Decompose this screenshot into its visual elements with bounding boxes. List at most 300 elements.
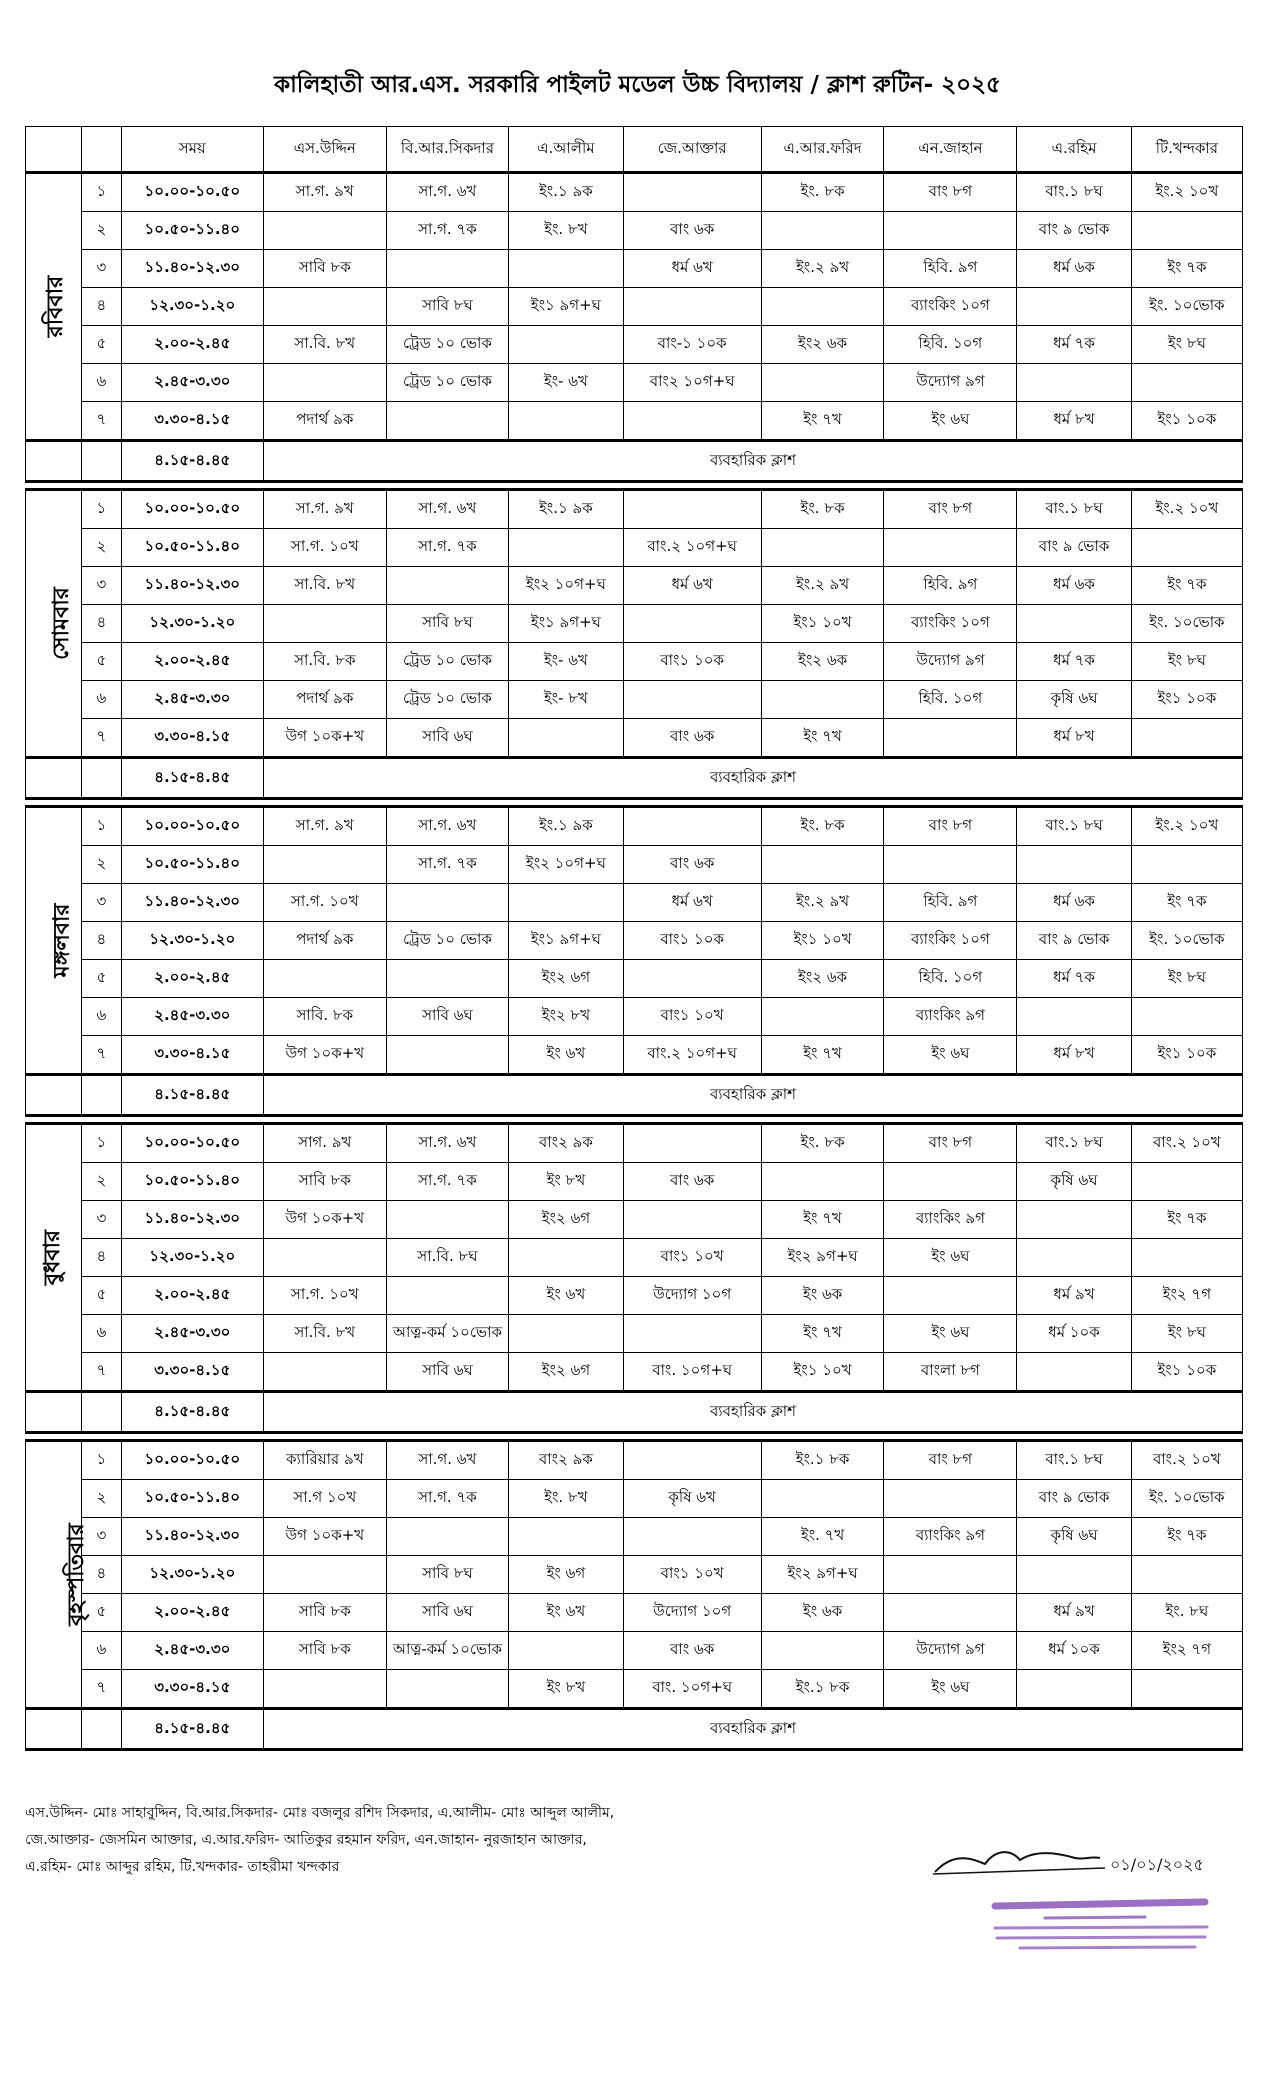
class-cell: ধর্ম ৬খ [623, 567, 761, 605]
day-block [26, 1124, 1243, 1392]
class-cell [1017, 1353, 1131, 1392]
class-cell: উগ ১০ক+খ [263, 1518, 386, 1556]
class-cell [623, 605, 761, 643]
period-time: ২.৪৫-৩.৩০ [121, 364, 263, 402]
class-cell: হিবি. ১০গ [884, 681, 1017, 719]
period-row [26, 719, 1243, 758]
class-cell [386, 960, 509, 998]
period-time: ১০.৫০-১১.৪০ [121, 846, 263, 884]
class-cell: সা.গ. ৬খ [386, 490, 509, 529]
class-cell: সা.গ. ৬খ [386, 1124, 509, 1163]
class-cell: বাং২ ৯ক [509, 1124, 623, 1163]
class-cell [263, 1670, 386, 1709]
period-row [26, 364, 1243, 402]
class-cell: ধর্ম ৮খ [1017, 1036, 1131, 1075]
period-row [26, 567, 1243, 605]
class-cell: বাং-১ ১০ক [623, 326, 761, 364]
empty-cell [26, 1075, 82, 1116]
class-cell [623, 807, 761, 846]
period-row [26, 1441, 1243, 1480]
class-cell [386, 1518, 509, 1556]
class-cell [623, 1315, 761, 1353]
day-name [26, 490, 82, 758]
period-number: ৭ [82, 1670, 121, 1709]
column-header: এ.আর.ফরিদ [761, 127, 884, 173]
period-time: ১২.৩০-১.২০ [121, 1239, 263, 1277]
class-cell: বাং১ ১০খ [623, 1239, 761, 1277]
class-cell: ইং১ ১০ক [1131, 681, 1242, 719]
period-time: ১০.০০-১০.৫০ [121, 490, 263, 529]
class-cell: ধর্ম ৬ক [1017, 884, 1131, 922]
header-row [26, 127, 1243, 173]
period-number: ৬ [82, 1315, 121, 1353]
class-cell [761, 364, 884, 402]
period-time: ২.০০-২.৪৫ [121, 643, 263, 681]
class-cell: ইং ৬খ [509, 1594, 623, 1632]
class-cell: ইং ৬ঘ [884, 402, 1017, 441]
class-cell [623, 288, 761, 326]
class-cell: সা.গ. ১০খ [263, 884, 386, 922]
period-row [26, 1353, 1243, 1392]
spacer-cell [26, 482, 1243, 490]
class-cell [1017, 998, 1131, 1036]
class-cell [263, 1353, 386, 1392]
period-time: ১০.৫০-১১.৪০ [121, 529, 263, 567]
period-number: ১ [82, 173, 121, 212]
practical-class-label: ব্যবহারিক ক্লাশ [263, 758, 1242, 799]
class-cell [1131, 998, 1242, 1036]
class-cell [509, 1518, 623, 1556]
period-time: ৩.৩০-৪.১৫ [121, 1036, 263, 1075]
class-cell: ইং ৬ক [761, 1277, 884, 1315]
class-cell: ইং. ১০ভোক [1131, 288, 1242, 326]
class-cell: ইং.২ ৯খ [761, 250, 884, 288]
class-cell [623, 402, 761, 441]
period-row [26, 605, 1243, 643]
class-cell: ইং ৭খ [761, 402, 884, 441]
period-number: ২ [82, 529, 121, 567]
class-cell: সা.গ. ৯খ [263, 490, 386, 529]
class-cell: ইং২ ৯গ+ঘ [761, 1239, 884, 1277]
class-cell: সাবি ৮ক [263, 1163, 386, 1201]
class-cell [509, 1632, 623, 1670]
class-cell: ইং ৭খ [761, 1201, 884, 1239]
class-cell: কৃষি ৬ঘ [1017, 1163, 1131, 1201]
class-cell: বাং২ ৯ক [509, 1441, 623, 1480]
period-time: ৩.৩০-৪.১৫ [121, 1353, 263, 1392]
class-cell [761, 1163, 884, 1201]
spacer-row [26, 1433, 1243, 1441]
class-cell: পদার্থ ৯ক [263, 402, 386, 441]
class-cell [1131, 1239, 1242, 1277]
period-row [26, 960, 1243, 998]
empty-cell [26, 1709, 82, 1750]
period-row [26, 402, 1243, 441]
empty-cell [82, 1392, 121, 1433]
class-cell: ইং- ৬খ [509, 643, 623, 681]
class-cell: ইং.১ ৯ক [509, 173, 623, 212]
class-cell [884, 1594, 1017, 1632]
class-cell: সা.বি. ৮ঘ [386, 1239, 509, 1277]
class-cell: ইং. ১০ভোক [1131, 605, 1242, 643]
break-time: ৪.১৫-৪.৪৫ [121, 1709, 263, 1750]
class-cell: সাবি ৮ক [263, 1594, 386, 1632]
day-name-label: রবিবার [43, 275, 69, 338]
class-cell [1131, 212, 1242, 250]
period-row [26, 326, 1243, 364]
empty-cell [82, 441, 121, 482]
class-cell [509, 529, 623, 567]
class-cell: কৃষি ৬ঘ [1017, 1518, 1131, 1556]
class-cell [623, 1441, 761, 1480]
class-cell: ইং. ৮ক [761, 173, 884, 212]
class-cell: বাং ৬ক [623, 212, 761, 250]
class-cell: পদার্থ ৯ক [263, 681, 386, 719]
class-cell: ইং.২ ১০খ [1131, 173, 1242, 212]
class-cell [623, 490, 761, 529]
class-cell: ইং১ ৯গ+ঘ [509, 288, 623, 326]
class-cell: উগ ১০ক+খ [263, 1036, 386, 1075]
class-cell: হিবি. ৯গ [884, 884, 1017, 922]
class-cell [1017, 605, 1131, 643]
class-cell: ধর্ম ৬ক [1017, 567, 1131, 605]
period-row [26, 1239, 1243, 1277]
class-cell [263, 1239, 386, 1277]
legend-line: এ.রহিম- মোঃ আব্দুর রহিম, টি.খন্দকার- তাহরীমা খন্দকার [25, 1859, 340, 1875]
class-cell [509, 719, 623, 758]
class-cell [263, 960, 386, 998]
class-cell [884, 1277, 1017, 1315]
period-row [26, 643, 1243, 681]
period-number: ৭ [82, 1353, 121, 1392]
break-time: ৪.১৫-৪.৪৫ [121, 1392, 263, 1433]
class-cell: সা.গ. ১০খ [263, 529, 386, 567]
period-number: ৭ [82, 1036, 121, 1075]
class-cell: বাং ৯ ভোক [1017, 922, 1131, 960]
class-cell: ব্যাংকিং ৯গ [884, 1518, 1017, 1556]
class-cell: ইং. ৭খ [761, 1518, 884, 1556]
day-name [26, 173, 82, 441]
class-cell: সা.বি. ৮খ [263, 1315, 386, 1353]
class-cell: ইং২ ৬ক [761, 643, 884, 681]
class-cell: ইং ৭খ [761, 1036, 884, 1075]
empty-cell [82, 1075, 121, 1116]
class-cell: ইং. ৮খ [509, 212, 623, 250]
class-cell [509, 326, 623, 364]
class-cell: ইং.১ ৮ক [761, 1670, 884, 1709]
class-cell: সা.গ. ৯খ [263, 173, 386, 212]
class-cell: ইং ৬গ [509, 1556, 623, 1594]
class-cell: উদ্যোগ ৯গ [884, 1632, 1017, 1670]
class-cell: ইং১ ১০খ [761, 1353, 884, 1392]
class-cell: ইং ৭খ [761, 1315, 884, 1353]
class-cell: ইং২ ৭গ [1131, 1632, 1242, 1670]
class-cell [1017, 846, 1131, 884]
period-time: ২.০০-২.৪৫ [121, 1277, 263, 1315]
class-cell: বাং ৬ক [623, 1163, 761, 1201]
column-header [82, 127, 121, 173]
class-cell [509, 402, 623, 441]
period-time: ১০.৫০-১১.৪০ [121, 1480, 263, 1518]
day-block [26, 490, 1243, 758]
class-cell: সা.গ. ৭ক [386, 212, 509, 250]
class-cell: বাং ৮গ [884, 1124, 1017, 1163]
spacer-row [26, 482, 1243, 490]
day-block [26, 1441, 1243, 1709]
class-cell: বাং.১ ৮ঘ [1017, 807, 1131, 846]
day-name-label: বৃহস্পতিবার [63, 1523, 89, 1626]
period-time: ১০.০০-১০.৫০ [121, 1124, 263, 1163]
class-cell: ইং ৭ক [1131, 1201, 1242, 1239]
class-cell [761, 998, 884, 1036]
legend-line: জে.আক্তার- জেসমিন আক্তার, এ.আর.ফরিদ- আতিকুর রহমান ফরিদ, এন.জাহান- নুরজাহান আক্তার, [25, 1832, 587, 1848]
class-cell [884, 529, 1017, 567]
day-name-label: সোমবার [48, 587, 74, 660]
column-header [26, 127, 82, 173]
period-row [26, 922, 1243, 960]
class-cell: ধর্ম ৭ক [1017, 326, 1131, 364]
period-number: ৬ [82, 364, 121, 402]
class-cell: ট্রেড ১০ ভোক [386, 364, 509, 402]
period-time: ২.০০-২.৪৫ [121, 1594, 263, 1632]
period-number: ৭ [82, 402, 121, 441]
class-cell: ট্রেড ১০ ভোক [386, 326, 509, 364]
period-number: ৬ [82, 998, 121, 1036]
class-cell [884, 1163, 1017, 1201]
practical-class-row [26, 1392, 1243, 1433]
class-cell: ইং ৮খ [509, 1163, 623, 1201]
class-cell: ইং.১ ৯ক [509, 807, 623, 846]
break-time: ৪.১৫-৪.৪৫ [121, 758, 263, 799]
class-cell: সাবি ৬ঘ [386, 1353, 509, 1392]
period-row [26, 1277, 1243, 1315]
class-cell: ব্যাংকিং ১০গ [884, 288, 1017, 326]
period-time: ৩.৩০-৪.১৫ [121, 402, 263, 441]
period-number: ৩ [82, 884, 121, 922]
break-time: ৪.১৫-৪.৪৫ [121, 441, 263, 482]
class-cell: ইং ৬খ [509, 1277, 623, 1315]
class-cell: বাং১ ১০খ [623, 1556, 761, 1594]
class-cell: বাং.১ ৮ঘ [1017, 490, 1131, 529]
period-row [26, 884, 1243, 922]
class-cell: ধর্ম ৮খ [1017, 402, 1131, 441]
class-cell: সা.গ. ১০খ [263, 1277, 386, 1315]
signature-stamp [925, 1830, 1225, 1970]
period-time: ১০.০০-১০.৫০ [121, 173, 263, 212]
class-cell [386, 1036, 509, 1075]
class-cell [263, 288, 386, 326]
class-cell: বাং ৯ ভোক [1017, 529, 1131, 567]
period-time: ১০.৫০-১১.৪০ [121, 1163, 263, 1201]
class-cell: হিবি. ১০গ [884, 960, 1017, 998]
class-cell: সা.গ. ৯খ [263, 807, 386, 846]
class-cell [623, 1201, 761, 1239]
class-cell: সা.গ. ৭ক [386, 1480, 509, 1518]
class-cell [761, 212, 884, 250]
class-cell: বাং.১ ৮ঘ [1017, 1441, 1131, 1480]
class-cell: ধর্ম ৬খ [623, 250, 761, 288]
class-cell: ইং.২ ১০খ [1131, 807, 1242, 846]
practical-class-row [26, 441, 1243, 482]
class-cell: সা.গ. ৬খ [386, 807, 509, 846]
class-cell: ইং.১ ৯ক [509, 490, 623, 529]
class-cell: ইং২ ১০গ+ঘ [509, 846, 623, 884]
class-cell: ইং ৮ঘ [1131, 643, 1242, 681]
period-row [26, 1594, 1243, 1632]
class-cell: ইং২ ৯গ+ঘ [761, 1556, 884, 1594]
class-cell: বাং. ১০গ+ঘ [623, 1353, 761, 1392]
period-number: ৭ [82, 719, 121, 758]
column-header: জে.আক্তার [623, 127, 761, 173]
class-cell: সা.বি. ৮খ [263, 326, 386, 364]
class-cell: সা.গ. ৭ক [386, 1163, 509, 1201]
class-cell: ইং ৬ঘ [884, 1670, 1017, 1709]
class-cell: কৃষি ৬খ [623, 1480, 761, 1518]
class-cell: ব্যাংকিং ১০গ [884, 922, 1017, 960]
class-cell: ইং.২ ৯খ [761, 567, 884, 605]
class-cell: সাবি ৮ঘ [386, 1556, 509, 1594]
class-cell [386, 1277, 509, 1315]
period-time: ১১.৪০-১২.৩০ [121, 1518, 263, 1556]
class-cell [1017, 1670, 1131, 1709]
period-row [26, 212, 1243, 250]
day-name [26, 807, 82, 1075]
class-cell: বাং২ ১০গ+ঘ [623, 364, 761, 402]
class-cell: ইং. ৮ক [761, 490, 884, 529]
teacher-legend [25, 1800, 885, 1881]
period-row [26, 1036, 1243, 1075]
period-number: ৩ [82, 1201, 121, 1239]
period-number: ৫ [82, 643, 121, 681]
class-cell: ইং১ ৯গ+ঘ [509, 922, 623, 960]
period-time: ২.৪৫-৩.৩০ [121, 1315, 263, 1353]
class-cell: ইং.২ ৯খ [761, 884, 884, 922]
class-cell: সা.গ. ৭ক [386, 846, 509, 884]
class-cell: ইং. ৮ক [761, 1124, 884, 1163]
class-cell: ইং২ ৮খ [509, 998, 623, 1036]
class-cell [623, 1124, 761, 1163]
class-cell: বাং ৮গ [884, 490, 1017, 529]
period-number: ৪ [82, 922, 121, 960]
class-cell: সা.গ. ৬খ [386, 173, 509, 212]
spacer-cell [26, 1433, 1243, 1441]
period-number: ৫ [82, 1594, 121, 1632]
class-cell [623, 681, 761, 719]
class-cell: ইং. ১০ভোক [1131, 1480, 1242, 1518]
class-cell: ইং২ ১০গ+ঘ [509, 567, 623, 605]
period-number: ২ [82, 212, 121, 250]
class-cell [386, 1670, 509, 1709]
class-cell [884, 1480, 1017, 1518]
class-cell: উদ্যোগ ১০গ [623, 1594, 761, 1632]
class-cell: আত্ন-কর্ম ১০ভোক [386, 1315, 509, 1353]
period-number: ৪ [82, 1556, 121, 1594]
period-number: ১ [82, 490, 121, 529]
day-name-label: বুধবার [40, 1229, 66, 1286]
class-cell: বাং১ ১০ক [623, 643, 761, 681]
period-row [26, 173, 1243, 212]
class-cell: বাং ৬ক [623, 1632, 761, 1670]
signature-date: ০১/০১/২০২৫ [1110, 1855, 1204, 1874]
class-cell [1017, 1239, 1131, 1277]
class-cell [623, 1518, 761, 1556]
class-cell: ইং১ ১০ক [1131, 1036, 1242, 1075]
class-cell: ইং- ৬খ [509, 364, 623, 402]
class-cell: ইং২ ৬ক [761, 326, 884, 364]
class-cell: উদ্যোগ ৯গ [884, 643, 1017, 681]
period-row [26, 1632, 1243, 1670]
class-cell: ইং ৮ঘ [1131, 960, 1242, 998]
class-cell [1131, 1556, 1242, 1594]
class-cell: ক্যারিয়ার ৯খ [263, 1441, 386, 1480]
class-cell: ইং ৬ঘ [884, 1315, 1017, 1353]
class-cell [263, 1556, 386, 1594]
period-time: ৩.৩০-৪.১৫ [121, 719, 263, 758]
class-cell [1131, 529, 1242, 567]
period-number: ৫ [82, 960, 121, 998]
period-row [26, 998, 1243, 1036]
class-cell: ব্যাংকিং ৯গ [884, 998, 1017, 1036]
class-cell: ইং১ ১০খ [761, 922, 884, 960]
day-name [26, 1124, 82, 1392]
day-name-label: মঙ্গলবার [49, 903, 75, 978]
class-cell: বাং.২ ১০গ+ঘ [623, 1036, 761, 1075]
class-cell: ইং২ ৬গ [509, 960, 623, 998]
class-cell: কৃষি ৬ঘ [1017, 681, 1131, 719]
class-cell: বাং ৮গ [884, 173, 1017, 212]
class-cell: ইং ৭ক [1131, 567, 1242, 605]
period-time: ১০.০০-১০.৫০ [121, 1441, 263, 1480]
spacer-cell [26, 1116, 1243, 1124]
class-cell [1017, 288, 1131, 326]
period-row [26, 1670, 1243, 1709]
class-cell: বাং.১ ৮ঘ [1017, 173, 1131, 212]
class-cell: ইং২ ৭গ [1131, 1277, 1242, 1315]
practical-class-label: ব্যবহারিক ক্লাশ [263, 1709, 1242, 1750]
column-header: এ.আলীম [509, 127, 623, 173]
class-cell: বাং.২ ১০খ [1131, 1124, 1242, 1163]
class-cell [623, 960, 761, 998]
class-cell: ধর্ম ৯খ [1017, 1277, 1131, 1315]
period-time: ১০.৫০-১১.৪০ [121, 212, 263, 250]
class-cell [1131, 1163, 1242, 1201]
class-cell: বাং ৮গ [884, 1441, 1017, 1480]
class-cell: বাং ৬ক [623, 719, 761, 758]
period-number: ৪ [82, 1239, 121, 1277]
class-cell: ইং.২ ১০খ [1131, 490, 1242, 529]
class-cell: বাং১ ১০ক [623, 922, 761, 960]
class-cell: ইং১ ১০ক [1131, 402, 1242, 441]
class-cell [884, 846, 1017, 884]
class-cell: বাং ৬ক [623, 846, 761, 884]
class-cell: ধর্ম ৬খ [623, 884, 761, 922]
class-cell [761, 846, 884, 884]
period-row [26, 681, 1243, 719]
class-cell: ইং. ৮ঘ [1131, 1594, 1242, 1632]
spacer-row [26, 799, 1243, 807]
class-cell: সাগ. ৯খ [263, 1124, 386, 1163]
practical-class-label: ব্যবহারিক ক্লাশ [263, 441, 1242, 482]
class-cell: উদ্যোগ ১০গ [623, 1277, 761, 1315]
class-cell: বাং. ১০গ+ঘ [623, 1670, 761, 1709]
class-cell: ট্রেড ১০ ভোক [386, 922, 509, 960]
class-cell: ইং ৮ঘ [1131, 1315, 1242, 1353]
period-row [26, 490, 1243, 529]
class-cell: বাং.২ ১০গ+ঘ [623, 529, 761, 567]
column-header: টি.খন্দকার [1131, 127, 1242, 173]
class-cell [1131, 364, 1242, 402]
period-time: ২.০০-২.৪৫ [121, 326, 263, 364]
